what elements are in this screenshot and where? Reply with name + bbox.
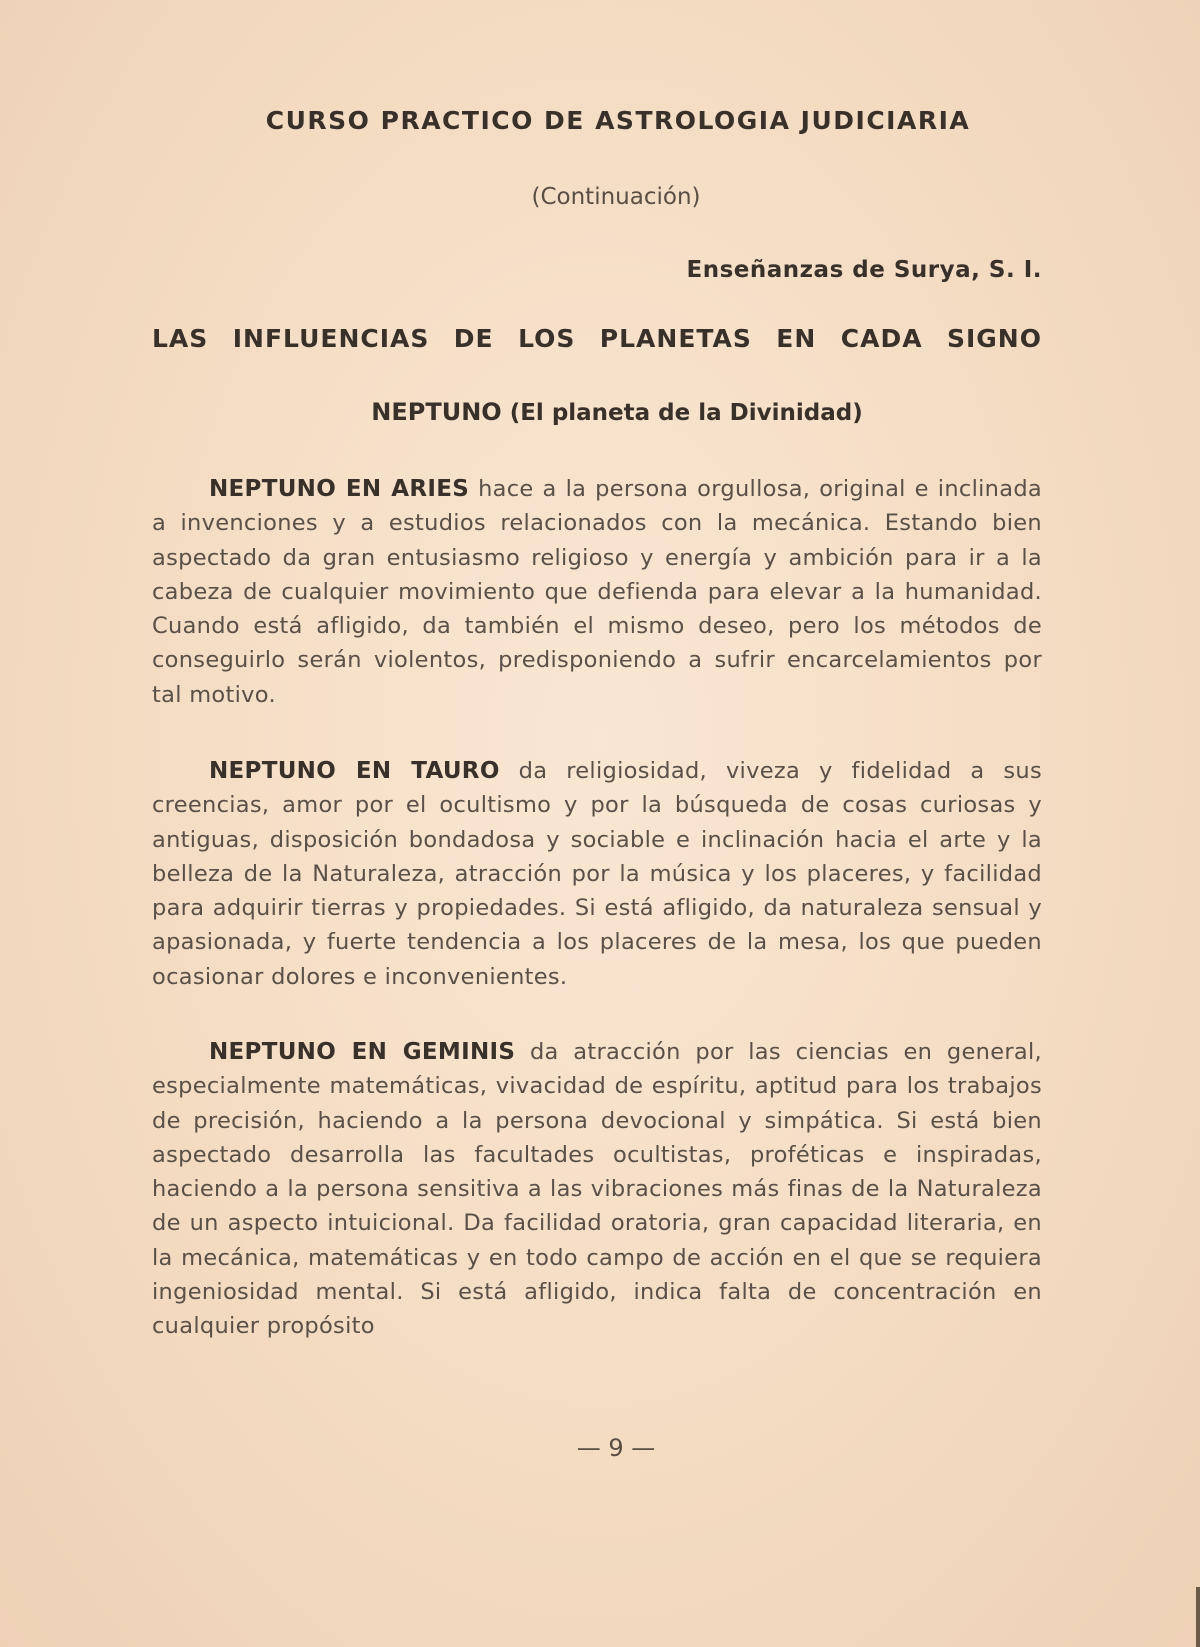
paragraph-body xyxy=(152,754,1042,994)
paragraph-lead: NEPTUNO EN ARIES xyxy=(209,476,470,502)
paragraph-geminis xyxy=(152,1035,1042,1344)
paragraph-body xyxy=(152,472,1042,712)
section-title: LAS INFLUENCIAS DE LOS PLANETAS EN CADA SIGNO xyxy=(152,324,1042,353)
paragraph-lead: NEPTUNO EN TAURO xyxy=(209,758,500,784)
paragraph-aries xyxy=(152,472,1042,712)
paragraph-lead: NEPTUNO EN GEMINIS xyxy=(209,1039,516,1065)
paragraph-text: da religiosidad, viveza y fidelidad a sus creencias, amor por el ocultismo y por la búsqueda de cosas curiosas y antiguas, disposición bondadosa y sociable e inclinación hacia el arte y la belleza de la Naturaleza, atracción por la música y los placeres, y facilidad para adquirir tierras y propiedades. Si está afligido, da naturaleza sensual y apasionada, y fuerte tendencia a los placeres de la mesa, los que pueden ocasionar dolores e inconvenientes. xyxy=(152,758,1042,990)
continuation-subtitle: (Continuación) xyxy=(531,184,701,210)
page-number: — 9 — xyxy=(576,1434,656,1462)
author-line: Enseñanzas de Surya, S. I. xyxy=(686,257,1042,283)
paragraph-text: da atracción por las ciencias en general, especialmente matemáticas, vivacidad de espíritu, aptitud para los trabajos de precisión, haciendo a la persona devocional y simpática. Si está bien aspectado desarrolla las facultades ocultistas, proféticas e inspiradas, haciendo a la persona sensitiva a las vibraciones más finas de la Naturaleza de un aspecto intuicional. Da facilidad oratoria, gran capacidad literaria, en la mecánica, matemáticas y en todo campo de acción en el que se requiera ingeniosidad mental. Si está afligido, indica falta de concentración en cualquier propósito xyxy=(152,1039,1043,1340)
planet-name: NEPTUNO xyxy=(371,398,502,426)
paragraph-text: hace a la persona orgullosa, original e inclinada a invenciones y a estudios relacionados con la mecánica. Estando bien aspectado da gran entusiasmo religioso y energía y ambición para ir a la cabeza de cualquier movimiento que defienda para elevar a la humanidad. Cuando está afligido, da también el mismo deseo, pero los métodos de conseguirlo serán violentos, predisponiendo a sufrir encarcelamientos por tal motivo. xyxy=(152,476,1042,708)
planet-note: (El planeta de la Divinidad) xyxy=(509,400,863,426)
paragraph-tauro xyxy=(152,754,1042,994)
paragraph-body xyxy=(152,1035,1042,1344)
course-title: CURSO PRACTICO DE ASTROLOGIA JUDICIARIA xyxy=(265,106,971,135)
planet-heading xyxy=(0,398,1200,426)
page-edge-mark xyxy=(1196,1587,1200,1647)
